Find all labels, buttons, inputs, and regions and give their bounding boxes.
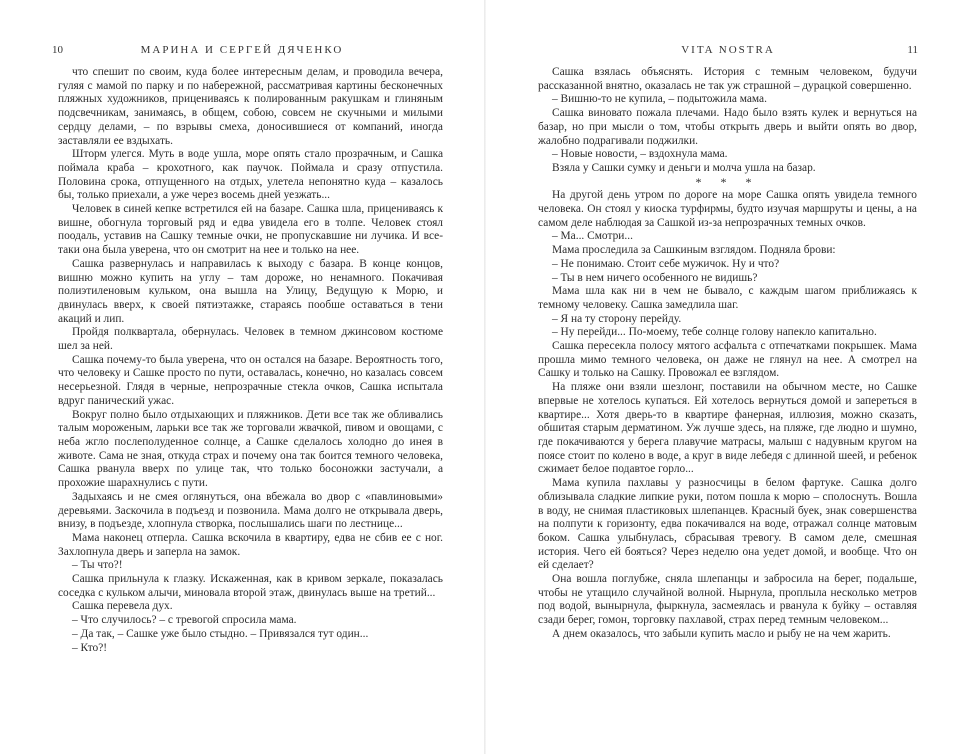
paragraph: Взяла у Сашки сумку и деньги и молча ушла на базар. (552, 161, 816, 174)
paragraph: Шторм улегся. Муть в воде ушла, море опять стало прозрачным, и Сашка поймала краба – крохотного, как паучок. Поймала и сразу отпустила. Половина срока, отпущенного на отдых, улетела непонятно куда – казалось бы, только приехали, а уже через восемь дней уезжать... (58, 148, 443, 202)
paragraph: Мама шла как ни в чем не бывало, с каждым шагом приближаясь к темному человеку. Сашка замедлила шаг. (538, 285, 917, 311)
paragraph: Она вошла поглубже, сняла шлепанцы и забросила на берег, подальше, чтобы не утащило случайной волной. Нырнула, проплыла несколько метров под водой, вынырнула, фыркнула, засмеялась и рванула к буйку – оставляя сзади берег, гомон, торговку пахлавой, страх перед темным человеком... (538, 573, 917, 627)
paragraph: Вокруг полно было отдыхающих и пляжников. Дети все так же обливались талым мороженым, ларьки все так же торговали жвачкой, пивом и овощами, с неба жгло послеполуденное солнце, а Сашке сделалось холодно до инея в животе. Сама не зная, откуда страх и почему она так боится темного человека, Сашка рванула вверх по улице так, что только босоножки застучали, а прохожие шарахнулись с пути. (58, 408, 443, 490)
paragraph: Пройдя полквартала, обернулась. Человек в темном джинсовом костюме шел за ней. (58, 326, 443, 353)
paragraph: Мама наконец отперла. Сашка вскочила в квартиру, едва не сбив ее с ног. Захлопнула дверь и заперла на замок. (58, 531, 443, 558)
paragraph: Сашка взялась объяснять. История с темным человеком, будучи рассказанной внятно, оказалась не так уж страшной – дурацкой совершенно. (538, 66, 917, 92)
paragraph: – Ма... Смотри... (552, 230, 633, 243)
paragraph: – Ну перейди... По-моему, тебе солнце голову напекло капитально. (552, 326, 877, 339)
right-running-head (486, 44, 970, 58)
paragraph: Мама купила пахлавы у разносчицы в белом фартуке. Сашка долго облизывала сладкие липкие руки, потом пошла к морю – сполоснуть. Вошла в воду, не снимая пластиковых шлепанцев. Красный буек, знак совершенства на полпути к горизонту, едва покачивался на воде, отражал солнце матовым боком. Сашка улыбнулась, сбрасывая тревогу. В самом деле, смешная история. Чего ей бояться? Через неделю она уедет домой, и вообще. Что он ей сделает? (538, 477, 917, 572)
left-page (0, 0, 484, 754)
left-page-number: 10 (52, 44, 63, 56)
paragraph: Человек в синей кепке встретился ей на базаре. Сашка шла, прицениваясь к вишне, обогнула торговый ряд и едва увидела его в толпе. Человек стоял поодаль, уставив на Сашку темные очки, не пропускавшие ни лучика. И все-таки она была уверена, что он смотрит на нее и только на нее. (58, 203, 443, 257)
section-separator: * * * (695, 174, 760, 189)
paragraph: – Не понимаю. Стоит себе мужичок. Ну и что? (552, 257, 780, 270)
right-page-number: 11 (907, 44, 918, 56)
paragraph: – Новые новости, – вздохнула мама. (552, 148, 728, 161)
paragraph: На другой день утром по дороге на море Сашка опять увидела темного человека. Он стоял у киоска турфирмы, будто изучая маршруты и цены, а на самом деле наблюдая за Сашкой из-за непрозрачных темных очков. (538, 189, 917, 229)
paragraph: Сашка почему-то была уверена, что он остался на базаре. Вероятность того, что человеку и Сашке просто по пути, оставалась, конечно, но казалась совсем несерьезной. Глядя в черные, непрозрачные стекла очков, Сашка испытала вдруг панический ужас. (58, 353, 443, 407)
right-page (486, 0, 970, 754)
paragraph: – Что случилось? – с тревогой спросила мама. (72, 614, 297, 627)
paragraph: – Ты в нем ничего особенного не видишь? (552, 271, 758, 284)
right-running-title: VITA NOSTRA (681, 44, 775, 56)
paragraph: Сашка пересекла полосу мятого асфальта с отпечатками покрышек. Мама прошла мимо темного человека, он даже не глянул на нее. А смотрел на Сашку и только на Сашку. Провожал ее взглядом. (538, 340, 917, 380)
paragraph: – Я на ту сторону перейду. (552, 312, 682, 325)
paragraph: Сашка перевела дух. (72, 600, 173, 613)
paragraph: Сашка развернулась и направилась к выходу с базара. В конце концов, вишню можно купить на углу – там дороже, но ненамного. Покачивая полиэтиленовым кульком, она вышла на Улицу, Ведущую к Морю, и двинулась вверх, к своей пятиэтажке, стараясь пообше оставаться в тени акаций и лип. (58, 257, 443, 325)
paragraph: Мама проследила за Сашкиным взглядом. Подняла брови: (552, 244, 836, 257)
right-page-text (538, 66, 917, 642)
left-running-title: МАРИНА И СЕРГЕЙ ДЯЧЕНКО (140, 44, 344, 56)
paragraph: – Кто?! (72, 641, 108, 654)
paragraph: Сашка прильнула к глазку. Искаженная, как в кривом зеркале, показалась соседка с кульком алычи, миновала второй этаж, двинулась выше на третий... (58, 573, 443, 599)
paragraph: На пляже они взяли шезлонг, поставили на обычном месте, но Сашке впервые не хотелось купаться. Ей хотелось вернуться домой и запереться в квартире... Хотя дверь-то в квартире фанерная, иллюзия, можно сказать, обшитая старым дерматином. Уж лучше здесь, на пляже, где людно и шумно, где покачиваются у берега плавучие матрасы, малыш с надувным кругом на поясе стоит по колено в воде, а круг в виде лебедя с длинной шеей, и ребенок сжимает белое подавтое горло... (538, 381, 917, 476)
paragraph: – Ты что?! (72, 559, 123, 572)
left-page-text (58, 66, 443, 655)
paragraph: А днем оказалось, что забыли купить масло и рыбу не на чем жарить. (552, 627, 891, 640)
paragraph: – Вишню-то не купила, – подытожила мама. (552, 93, 767, 106)
right-text-before-break (538, 66, 917, 176)
paragraph: Сашка виновато пожала плечами. Надо было взять кулек и вернуться на базар, но при мысли о том, чтобы открыть дверь и выйти опять во двор, жалобно подрагивали поджилки. (538, 107, 917, 147)
left-running-head (0, 44, 484, 58)
paragraph: что спешит по своим, куда более интересным делам, и проводила вечера, гуляя с мамой по парку и по набережной, рассматривая картины бесконечных пляжных художников, прицениваясь к полированным ракушкам и глиняным подсвечникам, занимаясь, в общем, собою, совсем не скучными и милыми сердцу делами, – по взрывы смеха, доносившиеся от компаний, иногда заставляли ее вздыхать. (58, 66, 443, 147)
paragraph: Задыхаясь и не смея оглянуться, она вбежала во двор с «павлиновыми» деревьями. Заскочила в подъезд и позвонила. Мама долго не открывала дверь, внизу, в подъезде, хлопнула створка, послышались шаги по лестнице... (58, 490, 443, 531)
paragraph: – Да так, – Сашке уже было стыдно. – Привязался тут один... (72, 627, 369, 640)
right-text-after-break (538, 189, 917, 641)
